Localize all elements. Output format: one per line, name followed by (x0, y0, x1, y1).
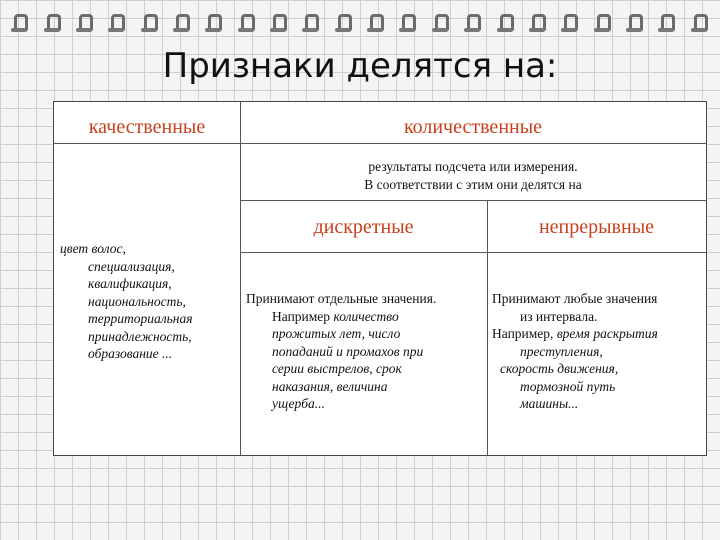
discrete-example-line: серии выстрелов, срок (272, 361, 402, 376)
intro-line-1: результаты подсчета или измерения. (368, 159, 578, 174)
discrete-example-line: попаданий и промахов при (272, 343, 424, 359)
discrete-line-2 (246, 308, 486, 326)
discrete-line-2-italic: количество (333, 308, 399, 324)
continuous-line-2: из интервала. (520, 308, 598, 324)
example-item: принадлежность, (88, 328, 192, 344)
binding-ring-icon (691, 10, 709, 34)
header-divider (54, 143, 706, 144)
binding-ring-icon (561, 10, 579, 34)
binding-ring-icon (529, 10, 547, 34)
classification-table (53, 101, 707, 456)
intro-divider (240, 200, 706, 201)
binding-ring-icon (626, 10, 644, 34)
slide-title: Признаки делятся на: (162, 46, 558, 86)
example-item: специализация, (88, 258, 175, 274)
binding-ring-icon (76, 10, 94, 34)
intro-line-2: В соответствии с этим они делятся на (364, 176, 582, 192)
binding-ring-icon (367, 10, 385, 34)
subtype-continuous: непрерывные (538, 216, 655, 238)
example-item: образование ... (88, 346, 173, 361)
binding-ring-icon (432, 10, 450, 34)
binding-ring-icon (238, 10, 256, 34)
discrete-example-line: прожитых лет, число (272, 326, 401, 341)
continuous-example-line: преступления, (520, 343, 603, 359)
binding-ring-icon (464, 10, 482, 34)
binding-ring-icon (302, 10, 320, 34)
binding-ring-icon (594, 10, 612, 34)
example-item: цвет волос, (60, 241, 126, 256)
continuous-line-3 (492, 325, 704, 343)
subtype-discrete: дискретные (313, 216, 414, 238)
main-column-divider (240, 102, 241, 455)
continuous-example-line: тормозной путь (520, 378, 616, 394)
binding-ring-icon (335, 10, 353, 34)
binding-ring-icon (497, 10, 515, 34)
discrete-line-2-plain: Например (272, 308, 334, 324)
continuous-line-1: Принимают любые значения (492, 291, 658, 306)
qualitative-examples (60, 240, 238, 363)
discrete-example-line: наказания, величина (272, 378, 388, 394)
binding-ring-icon (108, 10, 126, 34)
continuous-description (492, 290, 704, 413)
binding-ring-icon (658, 10, 676, 34)
binding-ring-icon (11, 10, 29, 34)
binding-ring-icon (270, 10, 288, 34)
header-quantitative: количественные (403, 116, 543, 138)
subtype-divider (240, 252, 706, 253)
quantitative-intro (240, 158, 706, 193)
continuous-line-3-plain: Например, (492, 326, 557, 341)
binding-ring-icon (141, 10, 159, 34)
discrete-description (246, 290, 486, 413)
discrete-line-1: Принимают отдельные значения. (246, 291, 437, 306)
continuous-example-line: машины... (520, 396, 579, 411)
notebook-binding (0, 0, 720, 34)
binding-ring-icon (399, 10, 417, 34)
discrete-example-line: ущерба... (272, 396, 325, 411)
example-item: квалификация, (88, 276, 172, 291)
binding-ring-icon (173, 10, 191, 34)
binding-ring-icon (205, 10, 223, 34)
example-item: территориальная (88, 311, 193, 326)
header-qualitative: качественные (88, 116, 206, 138)
binding-ring-icon (44, 10, 62, 34)
continuous-example-line: скорость движения, (500, 361, 619, 376)
example-item: национальность, (88, 293, 186, 309)
continuous-line-3-italic: время раскрытия (556, 326, 658, 341)
